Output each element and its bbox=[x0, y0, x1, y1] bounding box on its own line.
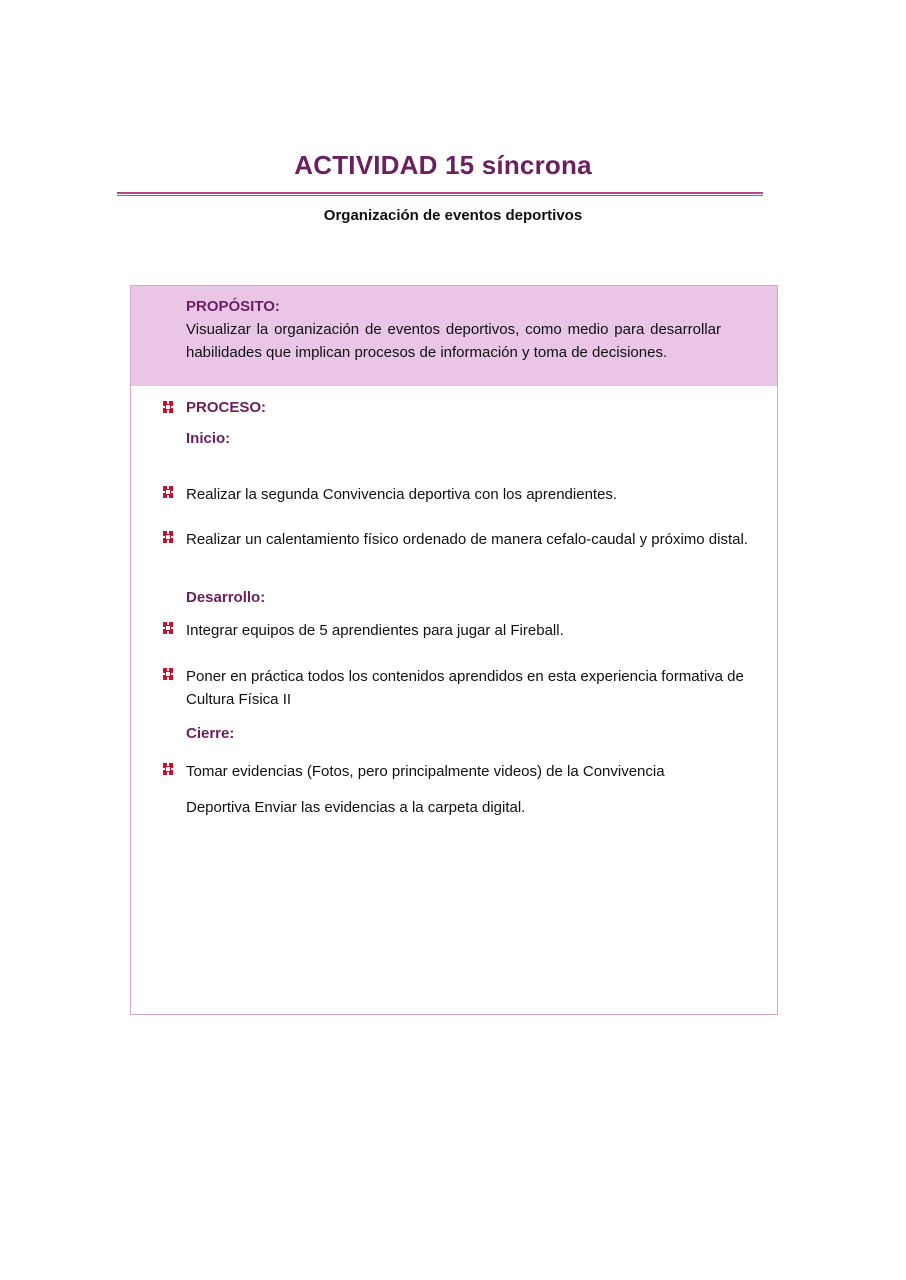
bullet-icon bbox=[160, 761, 176, 777]
page-title: ACTIVIDAD 15 síncrona bbox=[294, 150, 592, 180]
list-item: Realizar un calentamiento físico ordenado de manera cefalo-caudal y próximo distal. bbox=[186, 531, 748, 548]
bullet-icon bbox=[160, 529, 176, 545]
bullet-icon bbox=[160, 620, 176, 636]
cierre-label: Cierre: bbox=[186, 725, 235, 742]
list-item: Tomar evidencias (Fotos, pero principalmente videos) de la Convivencia bbox=[186, 763, 665, 780]
purpose-section bbox=[131, 286, 777, 386]
purpose-label: PROPÓSITO: bbox=[186, 298, 280, 315]
list-item: Deportiva Enviar las evidencias a la carpeta digital. bbox=[186, 799, 526, 816]
list-item: Realizar la segunda Convivencia deportiva con los aprendientes. bbox=[186, 486, 618, 503]
page-subtitle: Organización de eventos deportivos bbox=[323, 207, 583, 224]
list-item: Integrar equipos de 5 aprendientes para jugar al Fireball. bbox=[186, 622, 564, 639]
bullet-icon bbox=[160, 399, 176, 415]
process-label: PROCESO: bbox=[186, 399, 267, 416]
desarrollo-label: Desarrollo: bbox=[186, 589, 266, 606]
list-item: Poner en práctica todos los contenidos aprendidos en esta experiencia formativa de Cultura Física II bbox=[186, 668, 744, 708]
bullet-icon bbox=[160, 666, 176, 682]
bullet-icon bbox=[160, 484, 176, 500]
title-divider bbox=[117, 192, 763, 196]
inicio-label: Inicio: bbox=[186, 430, 231, 447]
purpose-text: Visualizar la organización de eventos deportivos, como medio para desarrollar habilidades que implican procesos de información y toma de decisiones. bbox=[186, 321, 721, 361]
activity-box bbox=[130, 285, 778, 1015]
